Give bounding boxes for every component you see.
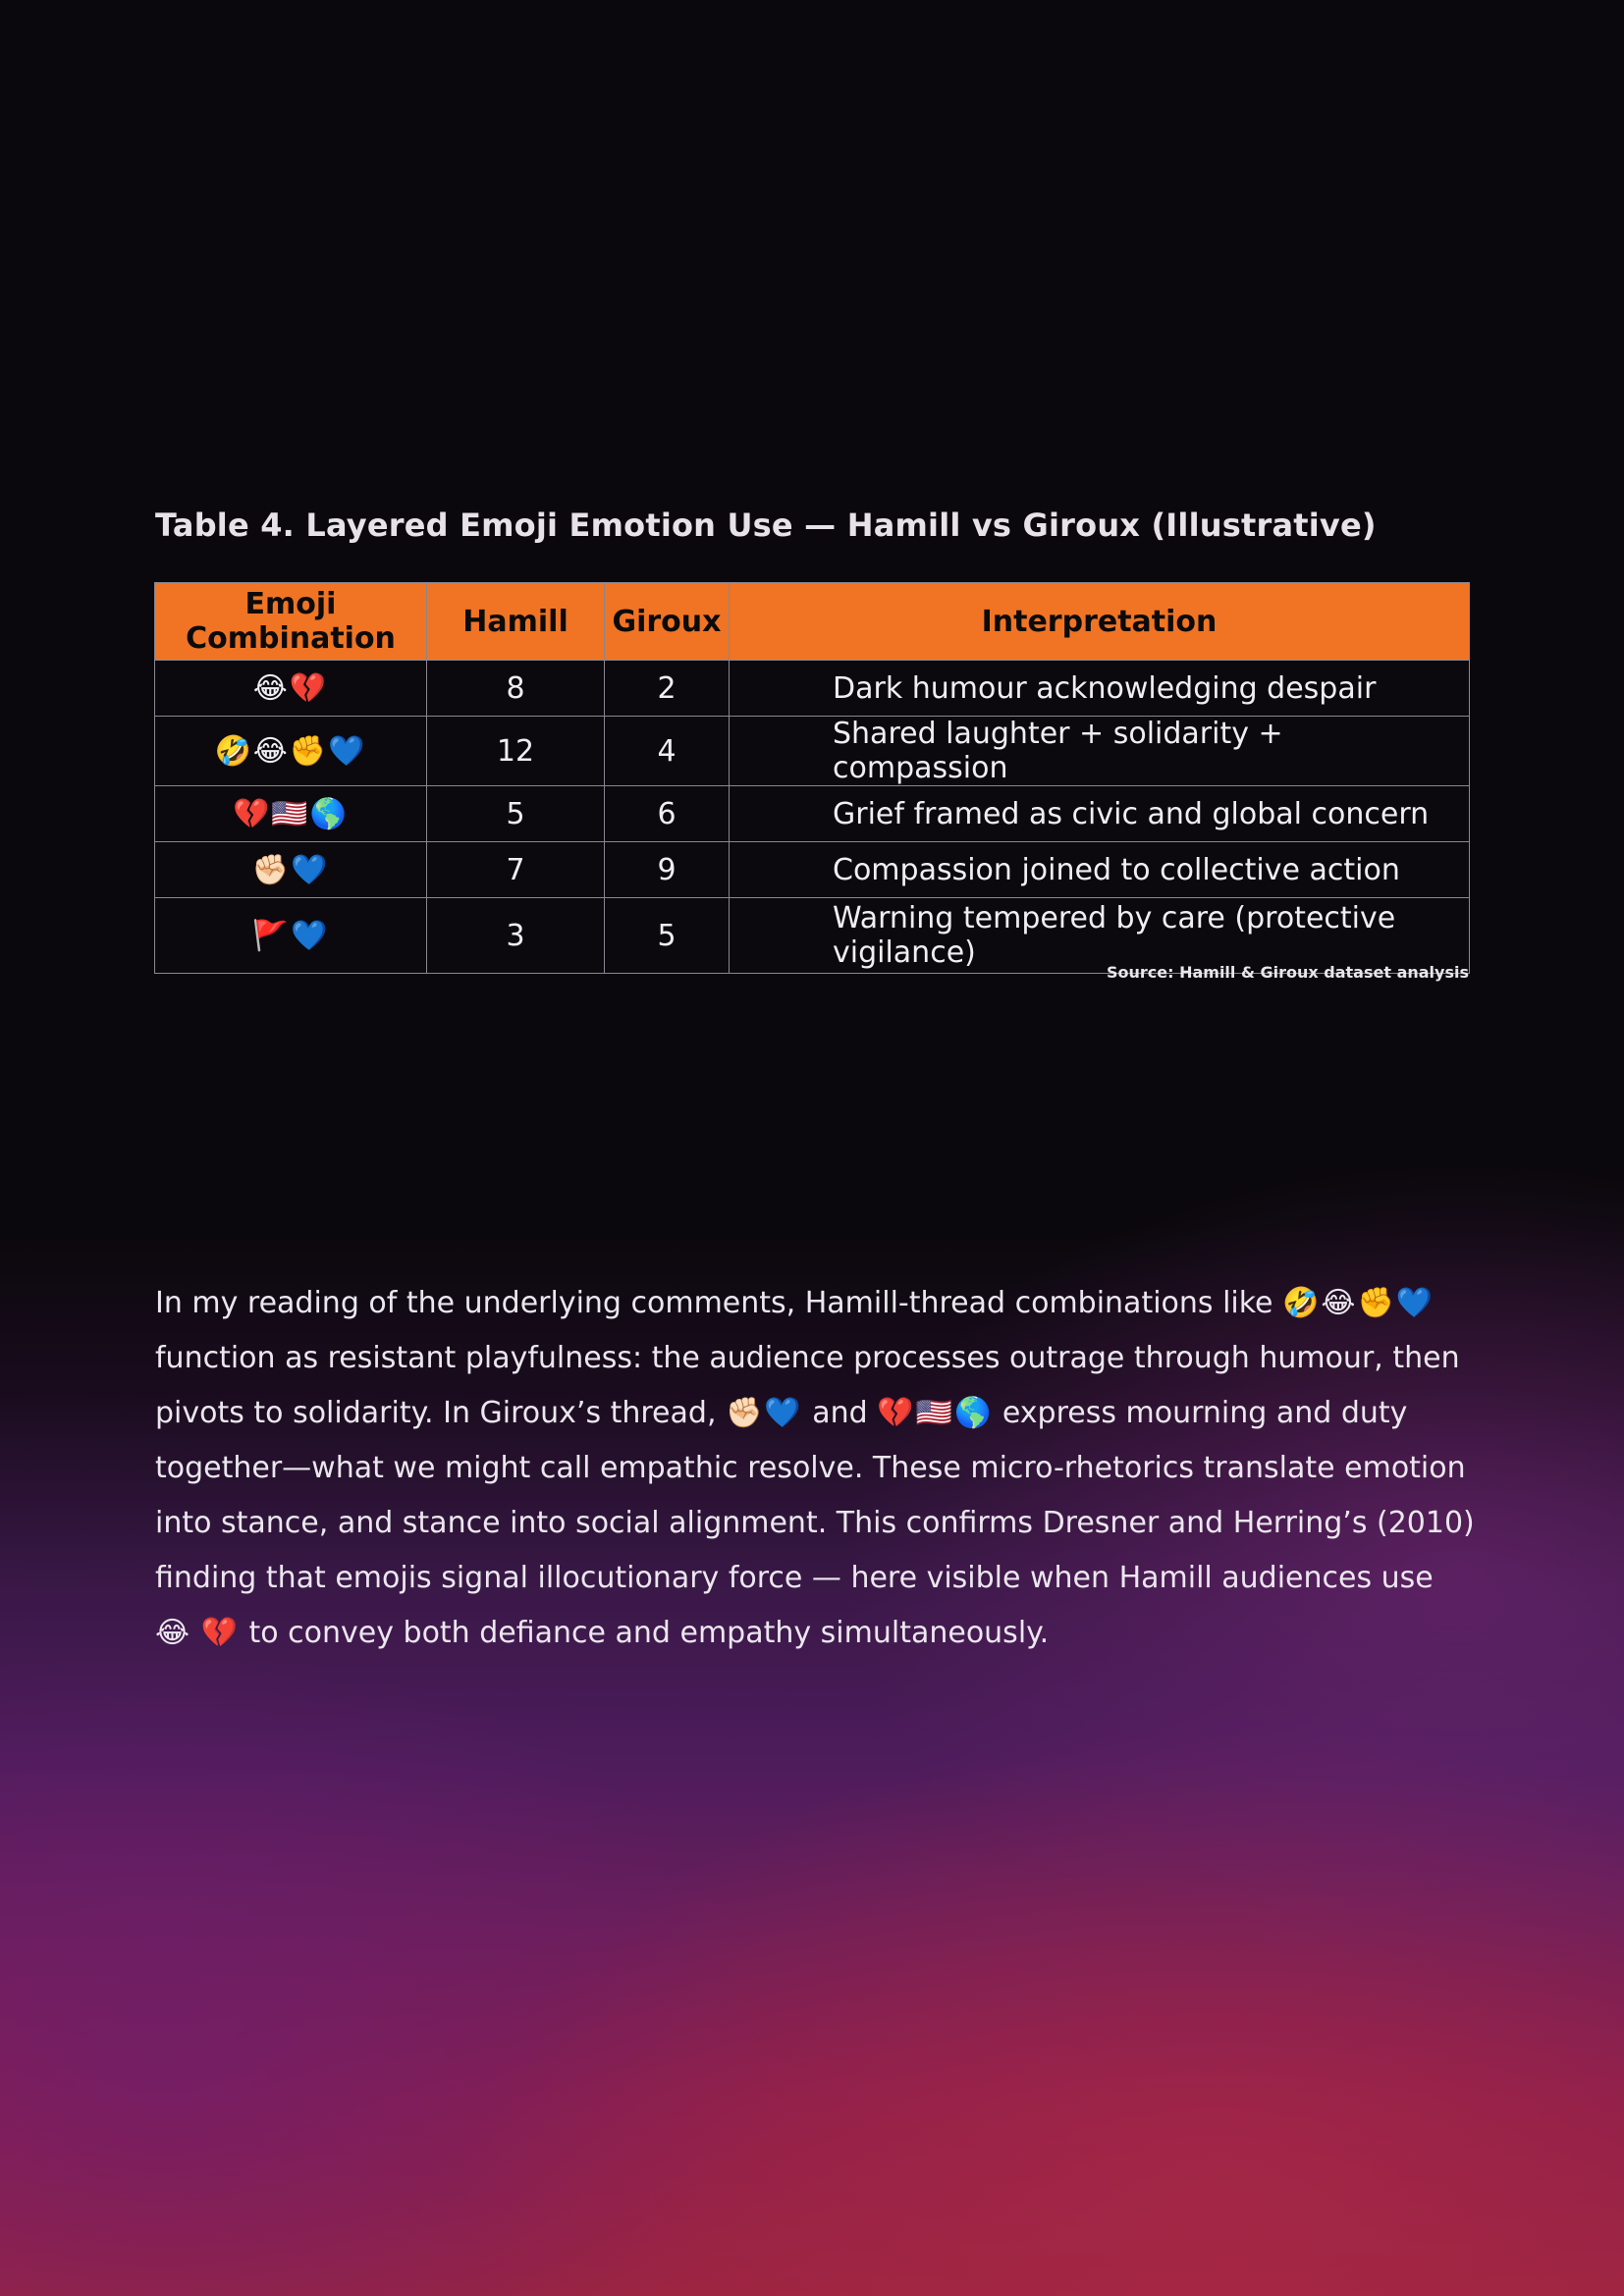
paragraph-text: to convey both defiance and empathy simultaneously. xyxy=(239,1616,1050,1650)
table-header-row xyxy=(155,583,1470,661)
table-row xyxy=(155,786,1470,842)
cell-emoji xyxy=(155,842,427,898)
paragraph-text: express mourning and duty together—what we might call empathic resolve. These micro-rhetorics translate emotion into stance, and stance into social alignment. This confirms Dresner and Herring’s (2010) finding that emojis signal illocutionary force — here visible when Hamill audiences use xyxy=(155,1396,1475,1595)
table-row xyxy=(155,717,1470,786)
header-emoji-line1: Emoji xyxy=(244,587,337,621)
inline-emoji: 😂 xyxy=(155,1616,192,1650)
inline-emoji: 💔🇺🇸🌎 xyxy=(877,1396,994,1430)
table-source-note: Source: Hamill & Giroux dataset analysis xyxy=(1106,963,1469,982)
cell-hamill: 3 xyxy=(427,898,605,974)
header-emoji-combination xyxy=(155,583,427,661)
emoji-combo: 💔🇺🇸🌎 xyxy=(232,796,350,831)
header-interpretation: Interpretation xyxy=(730,583,1470,661)
inline-emoji: 💔 xyxy=(200,1616,240,1650)
paragraph-text: In my reading of the underlying comments, Hamill-thread combinations like xyxy=(155,1286,1283,1320)
cell-giroux: 6 xyxy=(605,786,730,842)
table-row xyxy=(155,842,1470,898)
cell-giroux: 9 xyxy=(605,842,730,898)
cell-hamill: 5 xyxy=(427,786,605,842)
cell-emoji xyxy=(155,898,427,974)
cell-emoji xyxy=(155,661,427,717)
header-emoji-line2: Combination xyxy=(186,621,396,656)
paragraph-text: function as resistant playfulness: the audience processes outrage through humour, then pivots to solidarity. In Giroux’s thread, xyxy=(155,1341,1460,1430)
cell-interpretation: Grief framed as civic and global concern xyxy=(730,786,1470,842)
emoji-combo: 😂💔 xyxy=(252,670,329,706)
cell-interpretation: Shared laughter + solidarity + compassion xyxy=(730,717,1470,786)
cell-interpretation: Compassion joined to collective action xyxy=(730,842,1470,898)
cell-giroux: 2 xyxy=(605,661,730,717)
inline-emoji: 🤣😂✊💙 xyxy=(1282,1286,1435,1320)
cell-giroux: 5 xyxy=(605,898,730,974)
table-row xyxy=(155,898,1470,974)
cell-hamill: 12 xyxy=(427,717,605,786)
paragraph-text: and xyxy=(802,1396,878,1430)
table-row xyxy=(155,661,1470,717)
cell-hamill: 8 xyxy=(427,661,605,717)
cell-interpretation: Warning tempered by care (protective vigilance) xyxy=(730,898,1470,974)
header-giroux: Giroux xyxy=(605,583,730,661)
emoji-emotion-table xyxy=(154,582,1470,974)
table-title: Table 4. Layered Emoji Emotion Use — Hamill vs Giroux (Illustrative) xyxy=(155,507,1377,544)
emoji-combo: 🤣😂✊💙 xyxy=(214,733,367,769)
cell-giroux: 4 xyxy=(605,717,730,786)
cell-interpretation: Dark humour acknowledging despair xyxy=(730,661,1470,717)
inline-emoji: ✊🏻💙 xyxy=(726,1396,803,1430)
emoji-combo: ✊🏻💙 xyxy=(251,852,330,887)
header-hamill: Hamill xyxy=(427,583,605,661)
cell-emoji xyxy=(155,786,427,842)
analysis-paragraph xyxy=(155,1276,1476,1661)
cell-emoji xyxy=(155,717,427,786)
cell-hamill: 7 xyxy=(427,842,605,898)
emoji-combo: 🚩💙 xyxy=(251,918,330,953)
